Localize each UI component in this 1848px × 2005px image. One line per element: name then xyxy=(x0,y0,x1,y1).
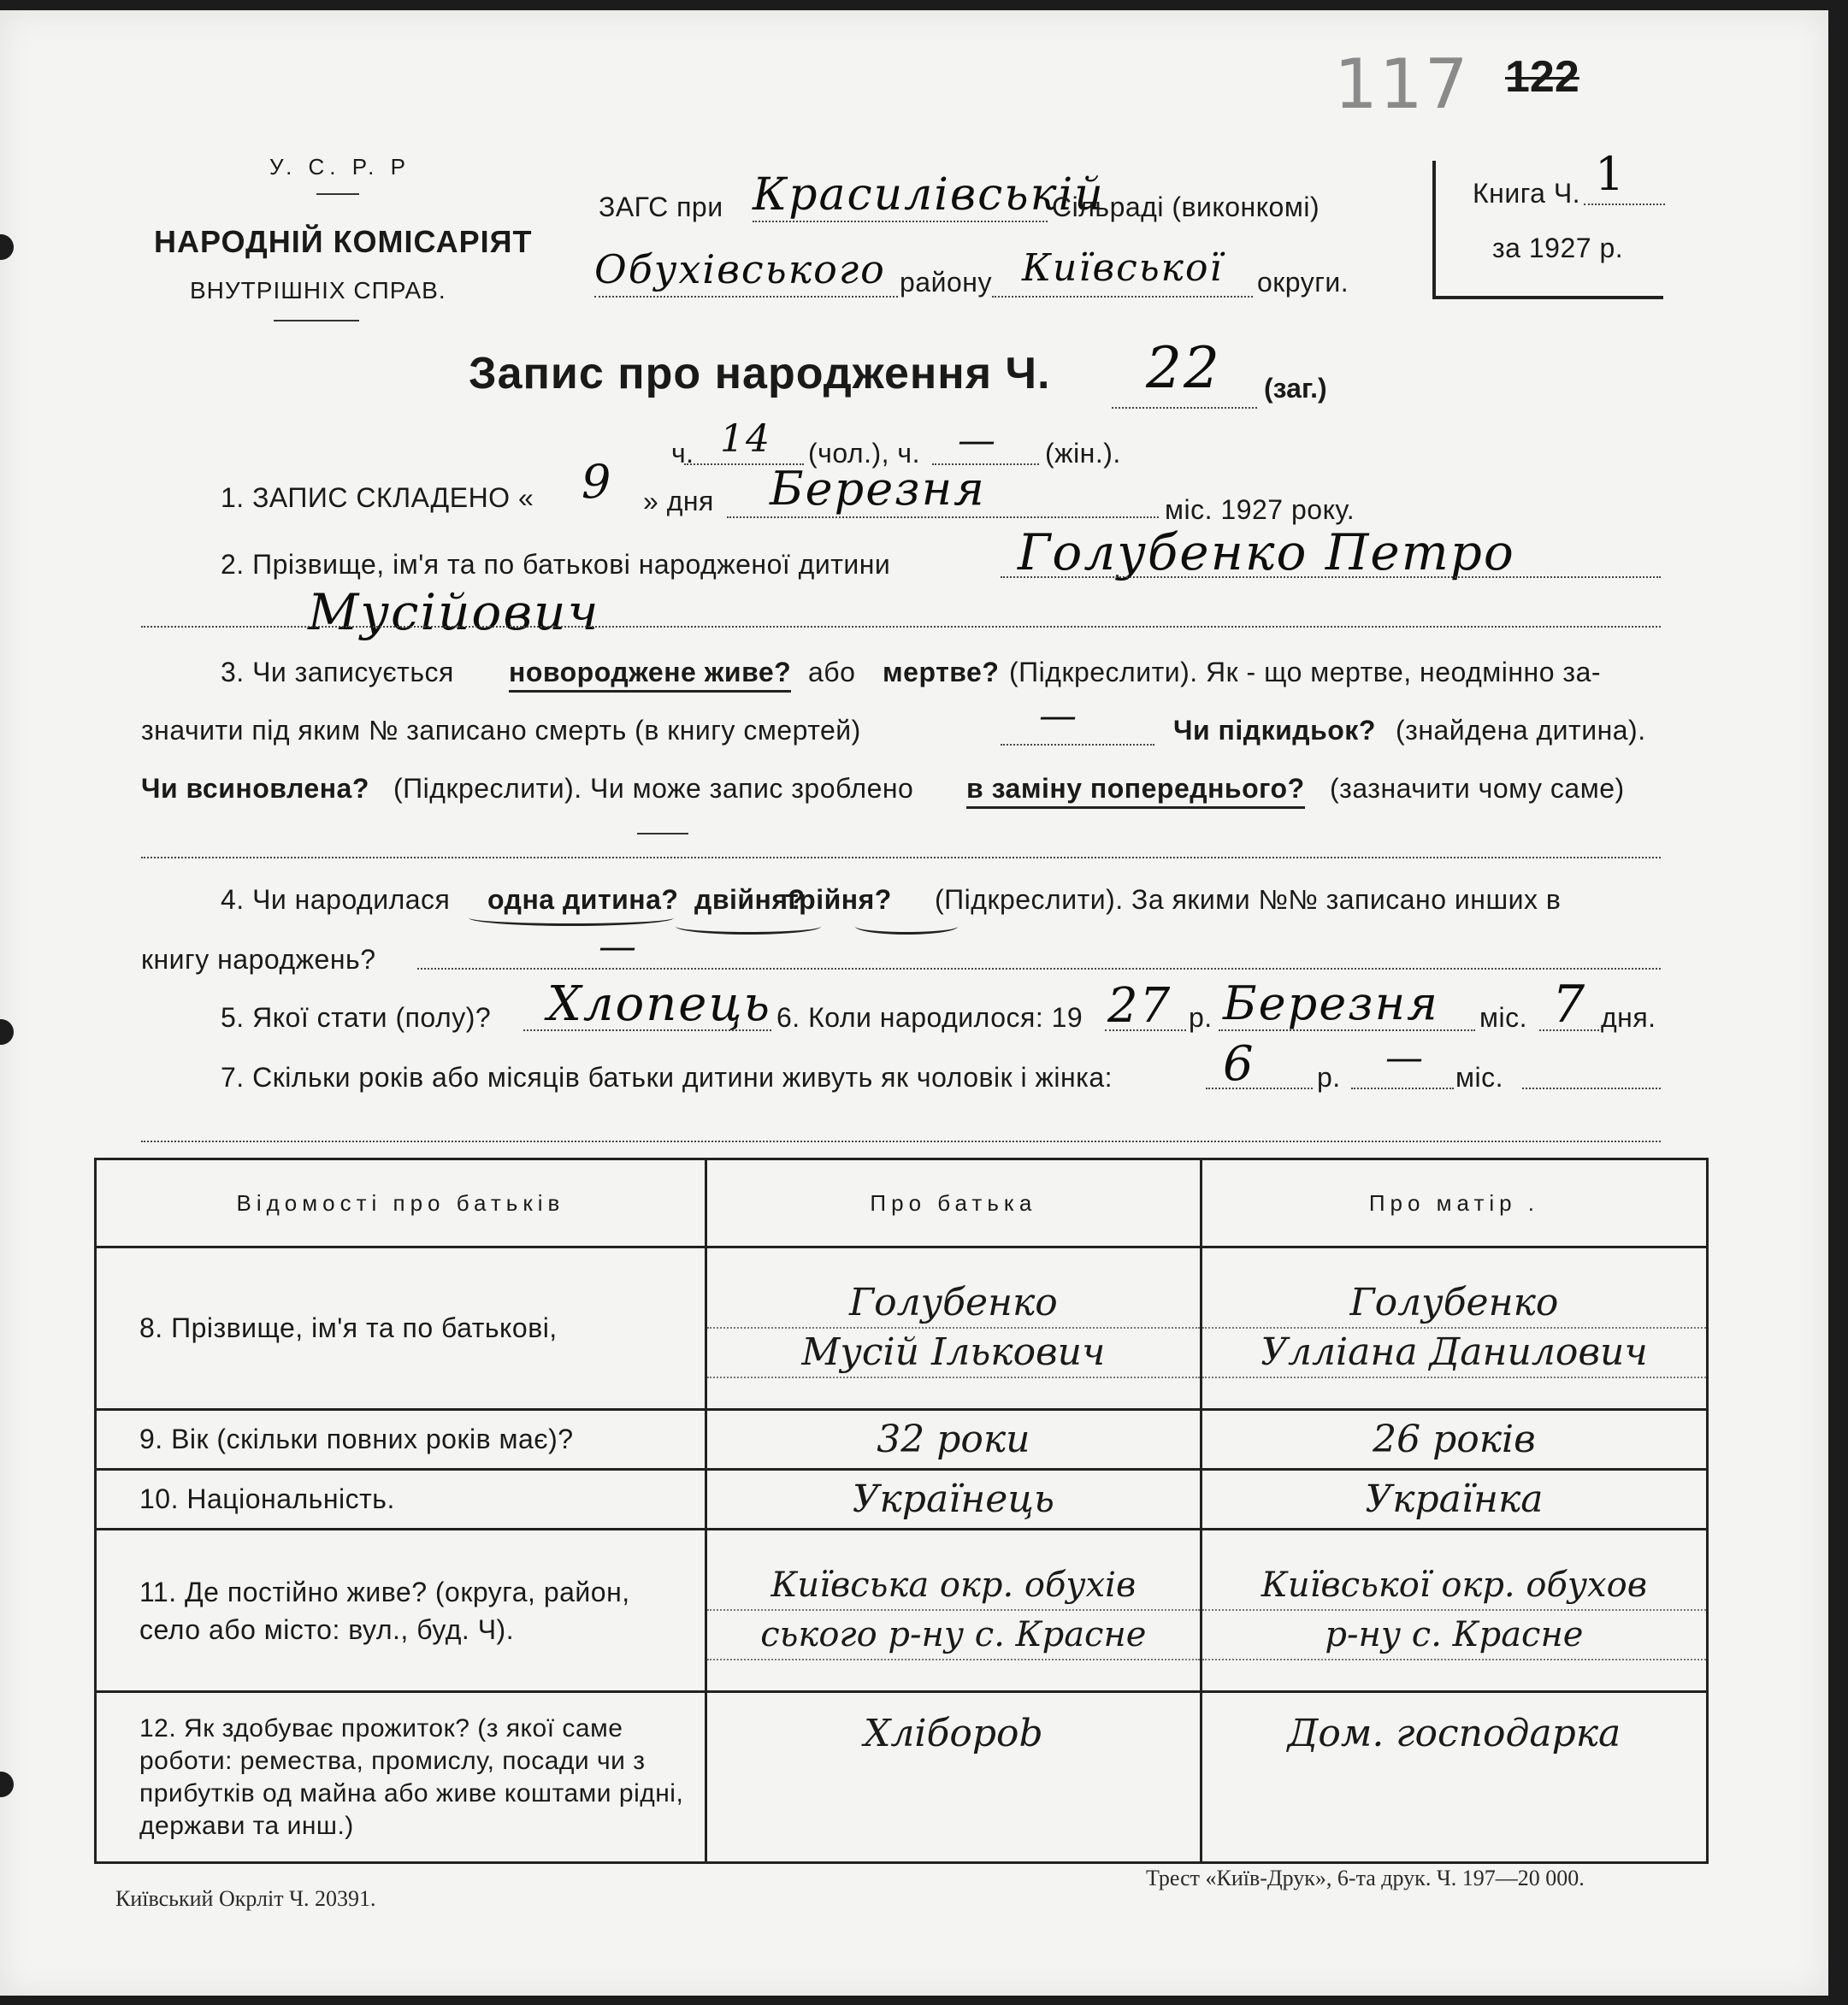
father-given-name: Мусій Ількович xyxy=(707,1329,1200,1378)
binding-hole xyxy=(0,1019,14,1045)
father-residence-line2: ського р-ну с. Красне xyxy=(707,1611,1200,1660)
birth-day: 7 xyxy=(1552,975,1587,1035)
mother-residence-line2: р-ну с. Красне xyxy=(1202,1611,1706,1660)
mother-nationality: Українка xyxy=(1201,1470,1707,1530)
row-label-nationality: 10. Національність. xyxy=(96,1470,706,1530)
father-occupation: Хліборob xyxy=(706,1692,1201,1863)
female-number: — xyxy=(958,419,997,463)
zags-district-suffix: району xyxy=(900,267,992,298)
q3-foundling: Чи підкидьок? xyxy=(1173,715,1376,746)
zags-village: Красилівській xyxy=(753,169,1105,221)
book-box-left-border xyxy=(1432,161,1436,299)
q4-twins: двійня? xyxy=(694,884,806,915)
male-number: 14 xyxy=(720,417,771,461)
row-label-name: 8. Прізвище, ім'я та по батькові, xyxy=(96,1247,706,1410)
father-residence-cell xyxy=(706,1530,1201,1692)
header-mother: Про матір . xyxy=(1201,1159,1707,1247)
q4-triplets: трійня? xyxy=(785,884,892,915)
table-row xyxy=(96,1247,1708,1410)
q1-label: 1. ЗАПИС СКЛАДЕНО « xyxy=(221,482,534,513)
mother-age: 26 років xyxy=(1201,1410,1707,1470)
header-info: Відомості про батьків xyxy=(96,1159,706,1247)
printed-page-number: 122 xyxy=(1505,52,1579,102)
q4-line1e: (Підкреслити). За якими №№ записано инших в xyxy=(935,884,1562,915)
q4-value: — xyxy=(599,925,638,969)
zags-okruha: Київської xyxy=(1022,246,1224,290)
commissariat-label: НАРОДНІЙ КОМІСАРІЯТ xyxy=(154,224,533,259)
q6-dnia: дня. xyxy=(1601,1002,1656,1033)
state-label: У. С. Р. Р xyxy=(269,154,410,180)
book-year: за 1927 р. xyxy=(1492,233,1624,263)
q3-alive-option: новороджене живе? xyxy=(509,657,791,693)
record-number: 22 xyxy=(1146,335,1221,401)
father-name-cell xyxy=(706,1247,1201,1410)
q7-mis: міс. xyxy=(1455,1062,1503,1093)
zags-prefix: ЗАГС при xyxy=(599,192,723,222)
q3-death-number: — xyxy=(1039,694,1078,738)
q6-mis: міс. xyxy=(1479,1002,1527,1033)
q3-line1c: або xyxy=(808,657,856,687)
book-label: Книга Ч. xyxy=(1473,178,1581,209)
father-surname: Голубенко xyxy=(707,1279,1200,1329)
q1-month: Березня xyxy=(770,462,986,516)
q7-r: р. xyxy=(1317,1062,1341,1093)
q7-label: 7. Скільки років або місяців батьки дитини живуть як чоловік і жінка: xyxy=(221,1062,1113,1093)
q1-mid: » дня xyxy=(643,486,714,516)
mother-residence-line1: Київської окр. обухов xyxy=(1202,1561,1706,1611)
row-label-occupation: 12. Як здобуває прожиток? (з якої саме роботи: ремества, промислу, посади чи з прибутків од майна або живе коштами рідні, держави та инш.) xyxy=(96,1692,706,1863)
child-sex: Хлопець xyxy=(547,976,772,1032)
q1-suffix: міс. 1927 року. xyxy=(1165,494,1355,525)
mother-residence-cell xyxy=(1201,1530,1707,1692)
zags-district: Обухівського xyxy=(594,246,886,292)
q1-day: 9 xyxy=(582,455,613,509)
table-row xyxy=(96,1410,1708,1470)
q3-dead-option: мертве? xyxy=(883,657,1000,687)
divider xyxy=(316,193,359,195)
mother-surname: Голубенко xyxy=(1202,1279,1706,1329)
father-age: 32 роки xyxy=(706,1410,1201,1470)
record-number-suffix: (заг.) xyxy=(1264,373,1327,404)
zags-village-suffix: Сільраді (виконкомі) xyxy=(1052,192,1320,222)
row-label-age: 9. Вік (скільки повних років має)? xyxy=(96,1410,706,1470)
birth-year: 27 xyxy=(1107,978,1172,1034)
footer-left: Київський Окрліт Ч. 20391. xyxy=(115,1886,376,1911)
q6-r: р. xyxy=(1189,1002,1213,1033)
q3-line3b: (Підкреслити). Чи може запис зроблено xyxy=(393,773,914,804)
q3-line1e: (Підкреслити). Як - що мертве, неодмінно за- xyxy=(1009,657,1602,687)
q4-line2: книгу народжень? xyxy=(141,944,376,975)
q4-label: 4. Чи народилася xyxy=(221,884,451,915)
record-title: Запис про народження Ч. xyxy=(469,349,1051,398)
q3-adopted: Чи всиновлена? xyxy=(141,773,369,804)
q3-line1a: 3. Чи записується xyxy=(221,657,454,687)
female-suffix: (жін.). xyxy=(1045,438,1121,469)
male-suffix: (чол.), ч. xyxy=(808,438,920,469)
table-row xyxy=(96,1470,1708,1530)
q3-line2c: (знайдена дитина). xyxy=(1396,715,1646,746)
handwritten-page-number: 117 xyxy=(1334,44,1470,124)
zags-okruha-suffix: округи. xyxy=(1257,267,1349,298)
mother-occupation: Дом. господарка xyxy=(1201,1692,1707,1863)
divider xyxy=(274,320,359,321)
row-label-residence: 11. Де постійно живе? (округа, район, село або місто: вул., буд. Ч). xyxy=(96,1530,706,1692)
marriage-years: 6 xyxy=(1223,1036,1255,1092)
marriage-months: — xyxy=(1385,1036,1425,1080)
footer-right: Трест «Київ-Друк», 6-та друк. Ч. 197—20 000. xyxy=(1146,1866,1585,1890)
father-nationality: Українець xyxy=(706,1470,1201,1530)
department-label: ВНУТРІШНІХ СПРАВ. xyxy=(190,277,446,304)
child-name: Голубенко Петро xyxy=(1018,523,1515,581)
book-number: 1 xyxy=(1595,147,1627,201)
table-row xyxy=(96,1692,1708,1863)
table-header-row xyxy=(96,1159,1708,1247)
table-row xyxy=(96,1530,1708,1692)
child-patronymic: Мусійович xyxy=(308,583,600,641)
q5-label: 5. Якої стати (полу)? xyxy=(221,1002,492,1033)
binding-hole xyxy=(0,1772,14,1797)
q3-line3d: (зазначити чому саме) xyxy=(1330,773,1625,804)
binding-hole xyxy=(0,234,14,260)
mother-given-name: Улліана Данилович xyxy=(1202,1329,1706,1378)
male-prefix: ч. xyxy=(671,438,694,469)
q4-single: одна дитина? xyxy=(487,884,679,915)
document-page xyxy=(0,10,1828,1996)
book-box-bottom-border xyxy=(1432,296,1663,299)
q3-line2a: значити під яким № записано смерть (в книгу смертей) xyxy=(141,715,861,746)
mother-name-cell xyxy=(1201,1247,1707,1410)
birth-month: Березня xyxy=(1223,976,1439,1030)
q3-replacement: в заміну попереднього? xyxy=(966,773,1305,809)
header-father: Про батька xyxy=(706,1159,1201,1247)
q6-label: 6. Коли народилося: 19 xyxy=(776,1002,1083,1033)
q2-label: 2. Прізвище, ім'я та по батькові народженої дитини xyxy=(221,549,891,580)
father-residence-line1: Київська окр. обухів xyxy=(707,1561,1200,1611)
parents-table xyxy=(94,1158,1709,1864)
